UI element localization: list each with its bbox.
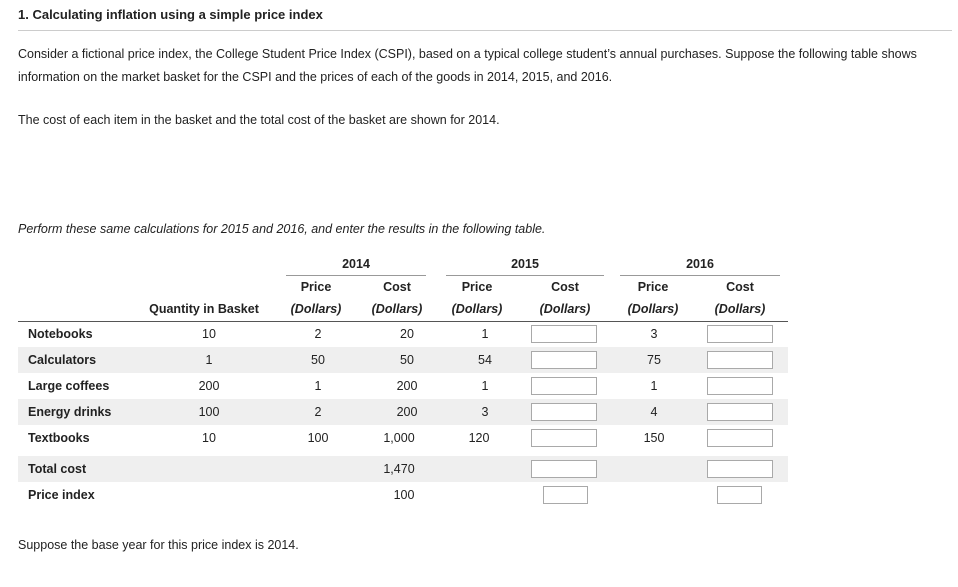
qty-energy-drinks: 100 <box>198 405 220 419</box>
cost-unit-2015: (Dollars) <box>539 302 591 316</box>
cost2016-input-textbooks[interactable] <box>707 429 773 447</box>
question-title: 1. Calculating inflation using a simple price index <box>18 7 323 22</box>
price2016-energy-drinks: 4 <box>650 405 658 419</box>
year-underline-2014 <box>286 275 426 276</box>
title-divider <box>18 30 952 31</box>
price2016-notebooks: 3 <box>650 327 658 341</box>
total-cost-2016-input[interactable] <box>707 460 773 478</box>
cost-header-2015: Cost <box>551 280 579 294</box>
cost-unit-2016: (Dollars) <box>714 302 766 316</box>
cost-header-2014: Cost <box>383 280 411 294</box>
price2015-textbooks: 120 <box>468 431 490 445</box>
cost2014-energy-drinks: 200 <box>396 405 418 419</box>
price2015-calculators: 54 <box>478 353 492 367</box>
year-header-2016: 2016 <box>686 257 714 271</box>
cost2014-textbooks: 1,000 <box>383 431 415 445</box>
year-underline-2016 <box>620 275 780 276</box>
price2016-calculators: 75 <box>647 353 661 367</box>
price-header-2015: Price <box>461 280 493 294</box>
instruction-text: Perform these same calculations for 2015 and 2016, and enter the results in the following table. <box>18 222 546 236</box>
row-label-calculators: Calculators <box>28 353 97 367</box>
price2016-textbooks: 150 <box>643 431 665 445</box>
year-header-2015: 2015 <box>511 257 539 271</box>
base-year-note: Suppose the base year for this price index is 2014. <box>18 538 299 552</box>
price2015-notebooks: 1 <box>481 327 489 341</box>
row-label-total-cost: Total cost <box>28 462 87 476</box>
cost2014-notebooks: 20 <box>400 327 414 341</box>
price2016-large-coffees: 1 <box>650 379 658 393</box>
cost2015-input-textbooks[interactable] <box>531 429 597 447</box>
qty-large-coffees: 200 <box>198 379 220 393</box>
cost2016-input-energy-drinks[interactable] <box>707 403 773 421</box>
row-label-energy-drinks: Energy drinks <box>28 405 112 419</box>
price2014-large-coffees: 1 <box>314 379 322 393</box>
qty-notebooks: 10 <box>202 327 216 341</box>
cost2014-calculators: 50 <box>400 353 414 367</box>
row-label-notebooks: Notebooks <box>28 327 93 341</box>
price-unit-2015: (Dollars) <box>451 302 503 316</box>
row-label-textbooks: Textbooks <box>28 431 90 445</box>
cost2016-input-calculators[interactable] <box>707 351 773 369</box>
price2015-energy-drinks: 3 <box>481 405 489 419</box>
price2014-energy-drinks: 2 <box>314 405 322 419</box>
price-unit-2014: (Dollars) <box>290 302 342 316</box>
price-header-2016: Price <box>637 280 669 294</box>
row-label-large-coffees: Large coffees <box>28 379 110 393</box>
cost-note: The cost of each item in the basket and the total cost of the basket are shown for 2014. <box>18 113 500 127</box>
total-cost-2014: 1,470 <box>383 462 415 476</box>
cost2014-large-coffees: 200 <box>396 379 418 393</box>
qty-calculators: 1 <box>205 353 213 367</box>
cost2015-input-large-coffees[interactable] <box>531 377 597 395</box>
total-cost-2015-input[interactable] <box>531 460 597 478</box>
cost-unit-2014: (Dollars) <box>371 302 423 316</box>
cost2016-input-large-coffees[interactable] <box>707 377 773 395</box>
price-index-2015-input[interactable] <box>543 486 588 504</box>
year-underline-2015 <box>446 275 604 276</box>
cost-header-2016: Cost <box>726 280 754 294</box>
price2014-notebooks: 2 <box>314 327 322 341</box>
qty-header: Quantity in Basket <box>149 302 259 316</box>
price2014-textbooks: 100 <box>307 431 329 445</box>
intro-text: Consider a fictional price index, the College Student Price Index (CSPI), based on a typical college student’s annual purchases. Suppose the following table shows information on the market basket for the CSPI and the prices of each of the goods in 2014, 2015, and 2016. <box>18 47 917 84</box>
price-header-2014: Price <box>300 280 332 294</box>
price-unit-2016: (Dollars) <box>627 302 679 316</box>
cost2015-input-notebooks[interactable] <box>531 325 597 343</box>
price-index-2014: 100 <box>393 488 415 502</box>
cost2015-input-energy-drinks[interactable] <box>531 403 597 421</box>
price2015-large-coffees: 1 <box>481 379 489 393</box>
cost2015-input-calculators[interactable] <box>531 351 597 369</box>
year-header-2014: 2014 <box>342 257 370 271</box>
row-label-price-index: Price index <box>28 488 95 502</box>
price-index-2016-input[interactable] <box>717 486 762 504</box>
cost2016-input-notebooks[interactable] <box>707 325 773 343</box>
qty-textbooks: 10 <box>202 431 216 445</box>
price2014-calculators: 50 <box>311 353 325 367</box>
